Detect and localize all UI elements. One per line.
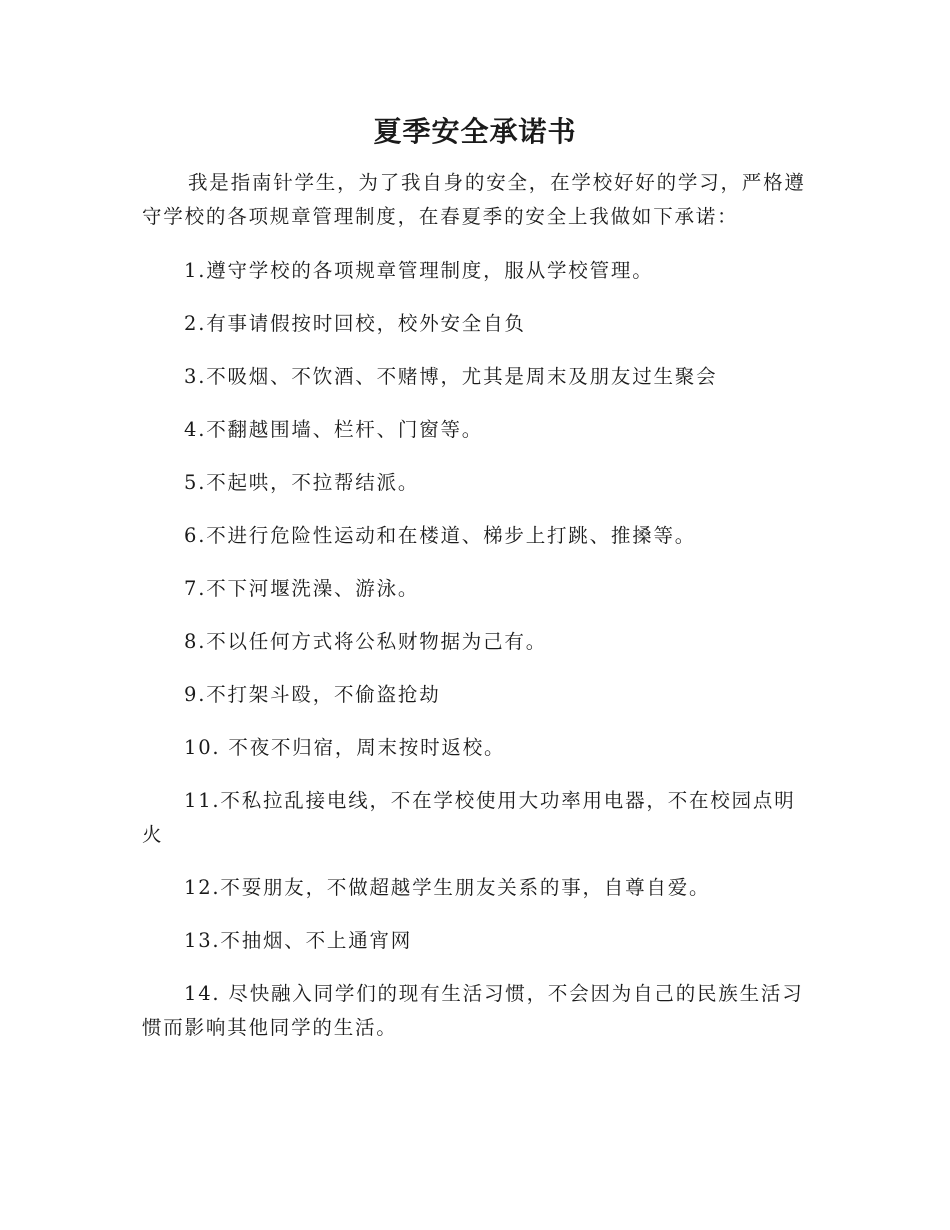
- commitment-item: 9.不打架斗殴，不偷盗抢劫: [184, 683, 441, 706]
- commitment-item: 3.不吸烟、不饮酒、不赌博，尤其是周末及朋友过生聚会: [184, 365, 718, 388]
- commitment-item: 11.不私拉乱接电线，不在学校使用大功率用电器，不在校园点明火: [142, 789, 796, 846]
- commitment-item: 13.不抽烟、不上通宵网: [184, 929, 413, 952]
- commitment-item: 8.不以任何方式将公私财物据为己有。: [184, 630, 548, 653]
- commitment-item: 6.不进行危险性运动和在楼道、梯步上打跳、推搡等。: [184, 524, 697, 547]
- document-title: 夏季安全承诺书: [373, 115, 577, 148]
- commitment-item: 12.不耍朋友，不做超越学生朋友关系的事，自尊自爱。: [184, 876, 711, 899]
- intro-paragraph: 我是指南针学生，为了我自身的安全，在学校好好的学习，严格遵守学校的各项规章管理制度，在春夏季的安全上我做如下承诺：: [142, 171, 806, 228]
- commitment-item: 14. 尽快融入同学们的现有生活习惯，不会因为自己的民族生活习惯而影响其他同学的生活。: [142, 982, 804, 1039]
- commitment-item: 10. 不夜不归宿，周末按时返校。: [184, 736, 506, 759]
- commitment-item: 5.不起哄，不拉帮结派。: [184, 471, 420, 494]
- commitment-item: 7.不下河堰洗澡、游泳。: [184, 577, 420, 600]
- commitment-list: [142, 254, 808, 1064]
- commitment-item: 4.不翻越围墙、栏杆、门窗等。: [184, 418, 484, 441]
- commitment-item: 1.遵守学校的各项规章管理制度，服从学校管理。: [184, 259, 654, 282]
- commitment-item: 2.有事请假按时回校，校外安全自负: [184, 312, 526, 335]
